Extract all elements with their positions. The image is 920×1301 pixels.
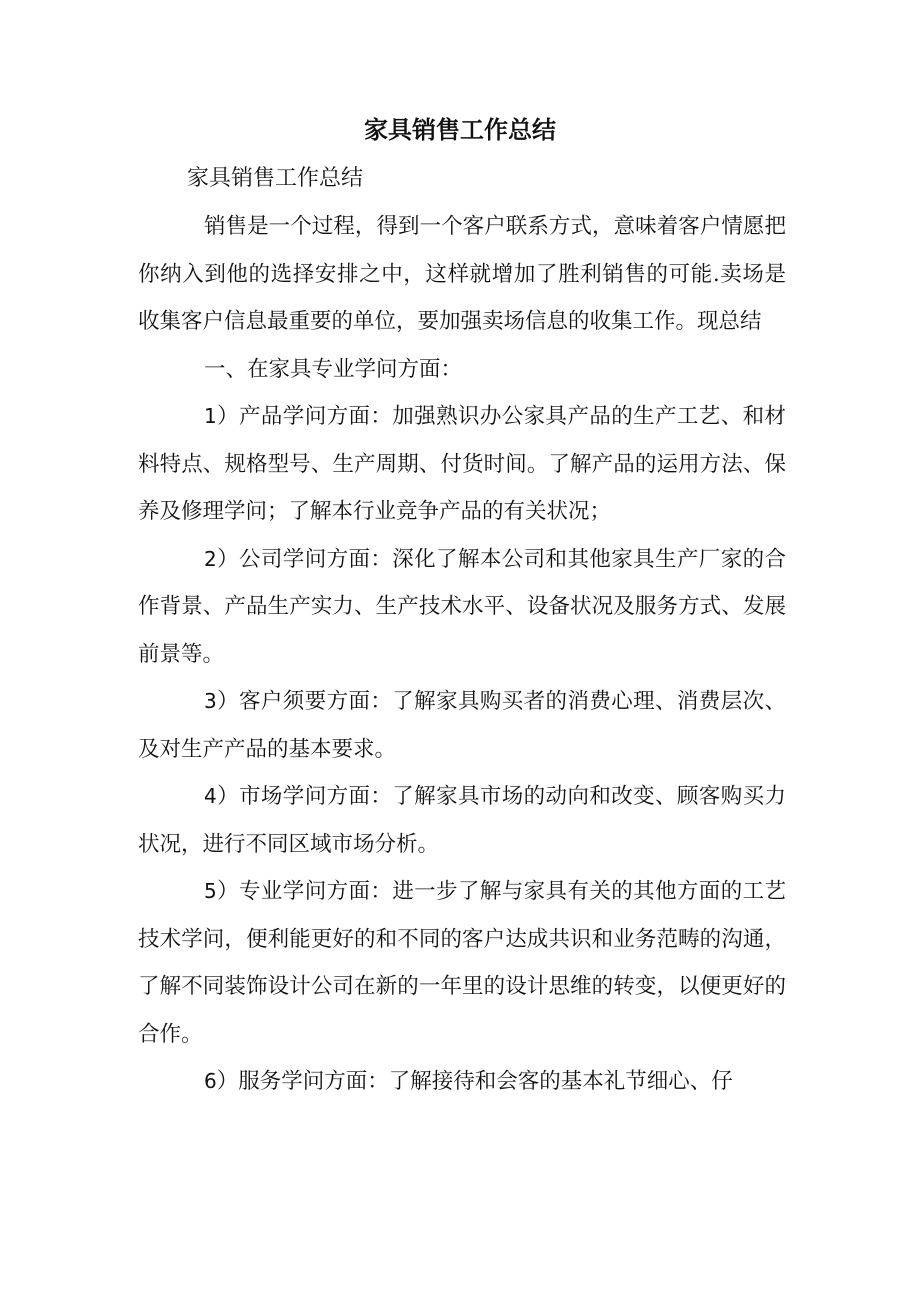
item-number: 2	[204, 546, 217, 571]
list-item	[138, 393, 786, 536]
list-item	[138, 868, 786, 1058]
list-item	[138, 536, 786, 679]
list-item	[138, 678, 786, 773]
document-subtitle: 家具销售工作总结	[187, 166, 364, 191]
document-body	[138, 203, 786, 1106]
item-number: 5	[204, 879, 217, 903]
item-text: ）公司学问方面：深化了解本公司和其他家具生产厂家的合作背景、产品生产实力、生产技术水平、设备状况及服务方式、发展前景等。	[138, 546, 786, 667]
list-item	[138, 773, 786, 868]
item-text: ）客户须要方面：了解家具购买者的消费心理、消费层次、及对生产产品的基本要求。	[138, 689, 786, 762]
page-title: 家具销售工作总结	[364, 116, 556, 144]
intro-paragraph: 销售是一个过程，得到一个客户联系方式，意味着客户情愿把你纳入到他的选择安排之中，这样就增加了胜利销售的可能.卖场是收集客户信息最重要的单位，要加强卖场信息的收集工作。现总结	[138, 214, 786, 334]
item-number: 4	[204, 784, 217, 808]
item-text: ）产品学问方面：加强熟识办公家具产品的生产工艺、和材料特点、规格型号、生产周期、付货时间。了解产品的运用方法、保养及修理学问；了解本行业竞争产品的有关状况；	[138, 404, 786, 524]
item-number: 3	[204, 689, 217, 713]
item-text: ）专业学问方面：进一步了解与家具有关的其他方面的工艺技术学问，便利能更好的和不同的客户达成共识和业务范畴的沟通，了解不同装饰设计公司在新的一年里的设计思维的转变，以便更好的合作。	[138, 879, 786, 1047]
item-text: ）服务学问方面：了解接待和会客的基本礼节细心、仔	[216, 1069, 733, 1094]
item-number: 1	[204, 404, 217, 428]
list-item	[138, 1058, 786, 1106]
item-text: ）市场学问方面：了解家具市场的动向和改变、顾客购买力状况，进行不同区域市场分析。	[138, 784, 786, 857]
section-heading: 一、在家具专业学问方面：	[204, 356, 463, 382]
item-number: 6	[204, 1069, 217, 1093]
